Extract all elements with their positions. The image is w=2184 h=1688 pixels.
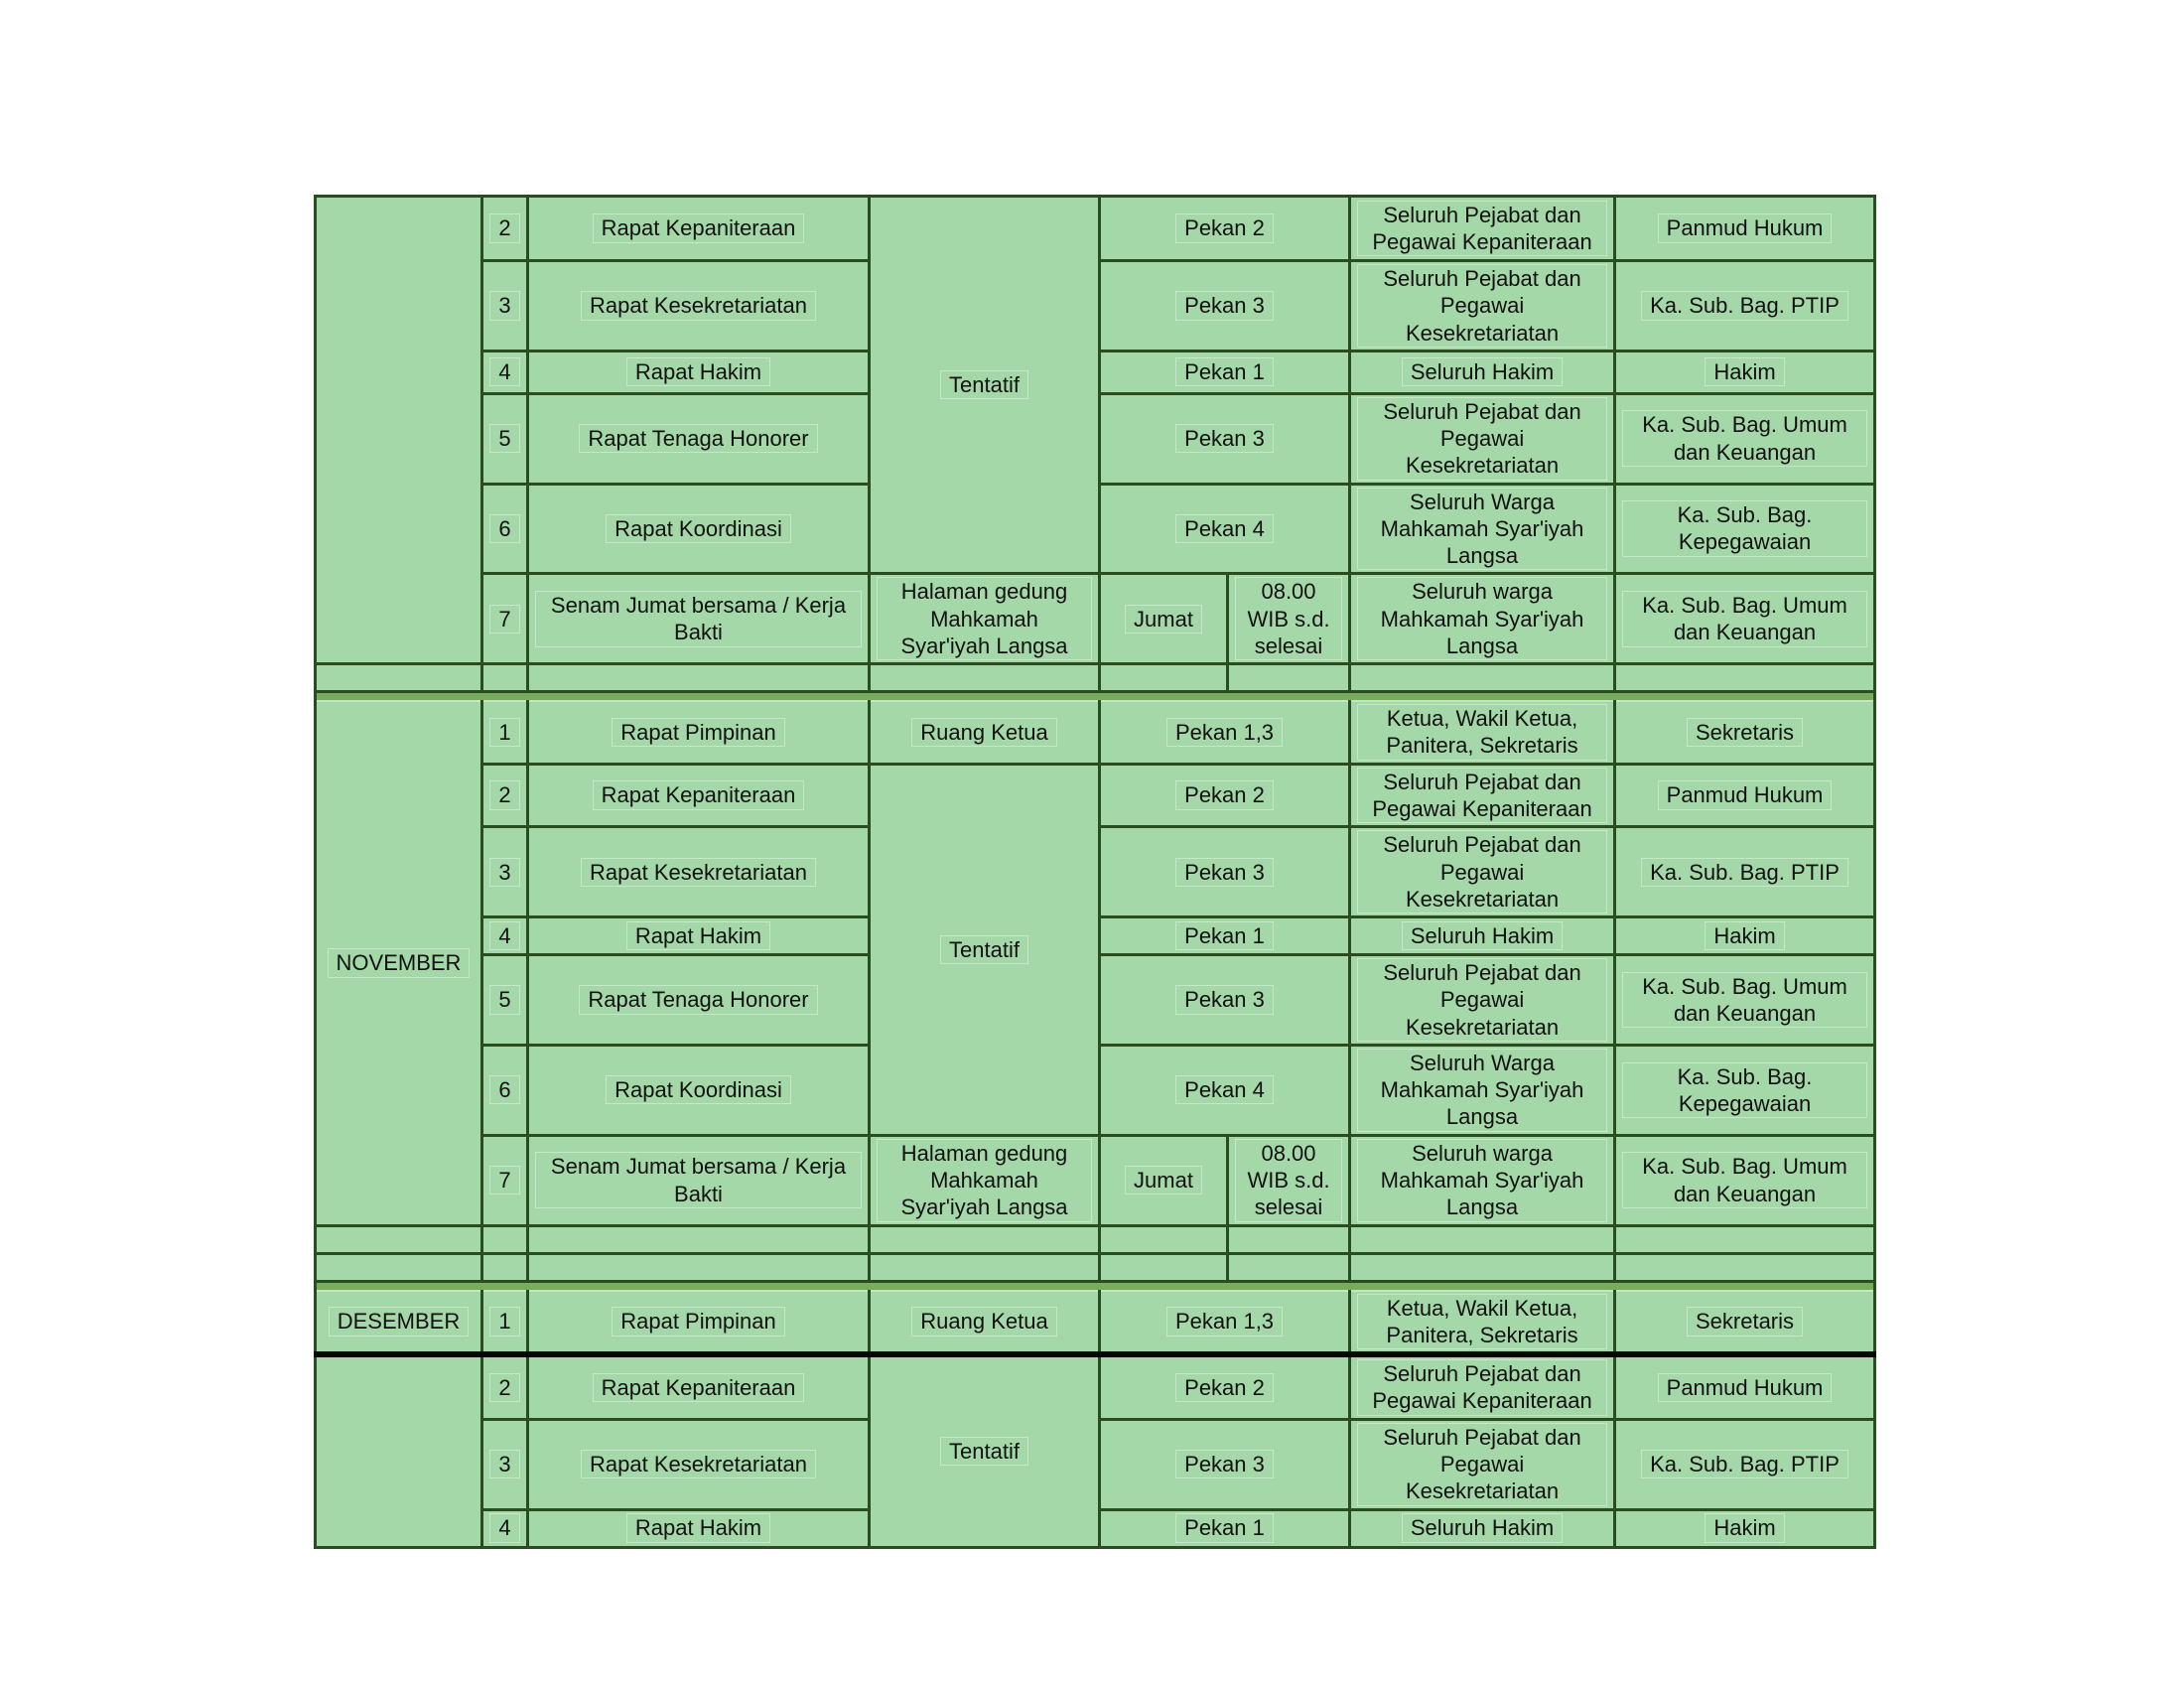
month-cell (316, 1354, 482, 1547)
venue-cell (870, 664, 1100, 692)
section-divider-band (316, 1281, 1875, 1291)
pic-cell: Ka. Sub. Bag. PTIP (1615, 1419, 1875, 1509)
activity-cell (528, 1225, 870, 1253)
participants-cell: Seluruh Hakim (1350, 1509, 1615, 1547)
month-cell (316, 1253, 482, 1281)
table-row (316, 1135, 1875, 1225)
schedule-cell: Pekan 1,3 (1100, 1291, 1350, 1355)
pic-cell: Ka. Sub. Bag. PTIP (1615, 827, 1875, 917)
no-cell: 1 (482, 1291, 528, 1355)
participants-cell (1350, 664, 1615, 692)
activity-cell: Rapat Pimpinan (528, 701, 870, 764)
participants-cell: Seluruh Pejabat dan Pegawai Kepaniteraan (1350, 197, 1615, 261)
activity-cell (528, 1253, 870, 1281)
schedule-table (314, 195, 1876, 1549)
no-cell (482, 664, 528, 692)
month-label: DESEMBER (329, 1307, 469, 1336)
participants-cell: Seluruh warga Mahkamah Syar'iyah Langsa (1350, 574, 1615, 664)
month-cell (316, 1291, 482, 1355)
table-row (316, 1354, 1875, 1419)
pic-cell (1615, 664, 1875, 692)
activity-cell: Rapat Kesekretariatan (528, 261, 870, 352)
pic-cell: Ka. Sub. Bag. Kepegawaian (1615, 1045, 1875, 1135)
activity-cell: Rapat Kepaniteraan (528, 197, 870, 261)
no-cell: 7 (482, 1135, 528, 1225)
table-row (316, 574, 1875, 664)
pic-cell (1615, 1253, 1875, 1281)
participants-cell: Seluruh Pejabat dan Pegawai Kepaniteraan (1350, 764, 1615, 827)
day-cell (1100, 1253, 1228, 1281)
schedule-cell: Pekan 3 (1100, 1419, 1350, 1509)
activity-cell: Rapat Hakim (528, 1509, 870, 1547)
no-cell: 5 (482, 393, 528, 484)
venue-cell (870, 1225, 1100, 1253)
participants-cell: Seluruh Pejabat dan Pegawai Kesekretariatan (1350, 955, 1615, 1046)
activity-cell: Rapat Koordinasi (528, 1045, 870, 1135)
pic-cell: Hakim (1615, 351, 1875, 393)
participants-cell: Seluruh Pejabat dan Pegawai Kesekretariatan (1350, 393, 1615, 484)
no-cell: 1 (482, 701, 528, 764)
no-cell: 3 (482, 261, 528, 352)
table-row (316, 701, 1875, 764)
pic-cell: Ka. Sub. Bag. Umum dan Keuangan (1615, 393, 1875, 484)
activity-cell: Rapat Kesekretariatan (528, 1419, 870, 1509)
venue-cell: Halaman gedung Mahkamah Syar'iyah Langsa (870, 574, 1100, 664)
no-cell: 5 (482, 955, 528, 1046)
schedule-cell: Pekan 1 (1100, 351, 1350, 393)
no-cell (482, 1225, 528, 1253)
activity-cell: Rapat Hakim (528, 351, 870, 393)
day-cell (1100, 664, 1228, 692)
pic-cell: Ka. Sub. Bag. PTIP (1615, 261, 1875, 352)
schedule-cell: Pekan 1 (1100, 1509, 1350, 1547)
no-cell: 4 (482, 351, 528, 393)
venue-cell (870, 1253, 1100, 1281)
schedule-cell: Pekan 4 (1100, 484, 1350, 574)
schedule-cell: Pekan 4 (1100, 1045, 1350, 1135)
empty-row (316, 664, 1875, 692)
table-row (316, 197, 1875, 261)
pic-cell: Ka. Sub. Bag. Umum dan Keuangan (1615, 574, 1875, 664)
schedule-cell: Pekan 1,3 (1100, 701, 1350, 764)
empty-row (316, 1225, 1875, 1253)
month-cell (316, 1225, 482, 1253)
no-cell: 6 (482, 484, 528, 574)
participants-cell: Ketua, Wakil Ketua, Panitera, Sekretaris (1350, 1291, 1615, 1355)
activity-cell: Rapat Kepaniteraan (528, 764, 870, 827)
venue-cell: Tentatif (870, 1354, 1100, 1547)
pic-cell: Sekretaris (1615, 701, 1875, 764)
activity-cell: Rapat Pimpinan (528, 1291, 870, 1355)
empty-row (316, 1253, 1875, 1281)
pic-cell: Hakim (1615, 917, 1875, 955)
pic-cell: Ka. Sub. Bag. Kepegawaian (1615, 484, 1875, 574)
no-cell: 3 (482, 1419, 528, 1509)
no-cell (482, 197, 528, 261)
time-cell (1228, 1225, 1350, 1253)
time-cell: 08.00 WIB s.d. selesai (1228, 574, 1350, 664)
schedule-cell: Pekan 2 (1100, 197, 1350, 261)
participants-cell: Seluruh Hakim (1350, 917, 1615, 955)
activity-cell: Senam Jumat bersama / Kerja Bakti (528, 1135, 870, 1225)
schedule-cell: Pekan 1 (1100, 917, 1350, 955)
no-cell: 2 (482, 1354, 528, 1419)
time-cell: 08.00 WIB s.d. selesai (1228, 1135, 1350, 1225)
table-row (316, 764, 1875, 827)
no-cell (482, 1253, 528, 1281)
no-cell: 4 (482, 1509, 528, 1547)
no-cell: 4 (482, 917, 528, 955)
participants-cell: Ketua, Wakil Ketua, Panitera, Sekretaris (1350, 701, 1615, 764)
participants-cell (1350, 1253, 1615, 1281)
day-cell: Jumat (1100, 1135, 1228, 1225)
venue-cell: Ruang Ketua (870, 701, 1100, 764)
pic-cell: Panmud Hukum (1615, 764, 1875, 827)
participants-cell (1350, 1225, 1615, 1253)
schedule-cell: Pekan 2 (1100, 1354, 1350, 1419)
participants-cell: Seluruh Pejabat dan Pegawai Kesekretariatan (1350, 261, 1615, 352)
venue-cell: Ruang Ketua (870, 1291, 1100, 1355)
activity-cell: Senam Jumat bersama / Kerja Bakti (528, 574, 870, 664)
pic-cell: Panmud Hukum (1615, 1354, 1875, 1419)
section-divider (316, 692, 1875, 702)
month-cell (316, 197, 482, 664)
venue-cell: Tentatif (870, 197, 1100, 574)
schedule-cell: Pekan 3 (1100, 955, 1350, 1046)
participants-cell: Seluruh Warga Mahkamah Syar'iyah Langsa (1350, 1045, 1615, 1135)
venue-cell: Halaman gedung Mahkamah Syar'iyah Langsa (870, 1135, 1100, 1225)
venue-cell: Tentatif (870, 764, 1100, 1135)
schedule-cell: Pekan 2 (1100, 764, 1350, 827)
no-cell: 2 (482, 764, 528, 827)
activity-cell: Rapat Tenaga Honorer (528, 393, 870, 484)
day-cell: Jumat (1100, 574, 1228, 664)
no-cell: 3 (482, 827, 528, 917)
no-cell: 7 (482, 574, 528, 664)
participants-cell: Seluruh warga Mahkamah Syar'iyah Langsa (1350, 1135, 1615, 1225)
month-cell (316, 701, 482, 1225)
time-cell (1228, 1253, 1350, 1281)
month-cell (316, 664, 482, 692)
pic-cell: Hakim (1615, 1509, 1875, 1547)
activity-cell: Rapat Kepaniteraan (528, 1354, 870, 1419)
participants-cell: Seluruh Pejabat dan Pegawai Kepaniteraan (1350, 1354, 1615, 1419)
pic-cell: Ka. Sub. Bag. Umum dan Keuangan (1615, 1135, 1875, 1225)
schedule-cell: Pekan 3 (1100, 261, 1350, 352)
participants-cell: Seluruh Pejabat dan Pegawai Kesekretariatan (1350, 827, 1615, 917)
activity-cell (528, 664, 870, 692)
day-cell (1100, 1225, 1228, 1253)
schedule-cell: Pekan 3 (1100, 827, 1350, 917)
pic-cell: Ka. Sub. Bag. Umum dan Keuangan (1615, 955, 1875, 1046)
row-number: 2 (489, 213, 519, 242)
month-label: NOVEMBER (328, 948, 471, 977)
section-divider-band (316, 692, 1875, 702)
activity-cell: Rapat Kesekretariatan (528, 827, 870, 917)
participants-cell: Seluruh Warga Mahkamah Syar'iyah Langsa (1350, 484, 1615, 574)
pic-cell (1615, 1225, 1875, 1253)
activity-cell: Rapat Tenaga Honorer (528, 955, 870, 1046)
pic-cell: Panmud Hukum (1615, 197, 1875, 261)
section-divider (316, 1281, 1875, 1291)
activity-cell: Rapat Koordinasi (528, 484, 870, 574)
table-row (316, 1291, 1875, 1355)
no-cell: 6 (482, 1045, 528, 1135)
participants-cell: Seluruh Hakim (1350, 351, 1615, 393)
time-cell (1228, 664, 1350, 692)
participants-cell: Seluruh Pejabat dan Pegawai Kesekretariatan (1350, 1419, 1615, 1509)
schedule-cell: Pekan 3 (1100, 393, 1350, 484)
activity-cell: Rapat Hakim (528, 917, 870, 955)
pic-cell: Sekretaris (1615, 1291, 1875, 1355)
